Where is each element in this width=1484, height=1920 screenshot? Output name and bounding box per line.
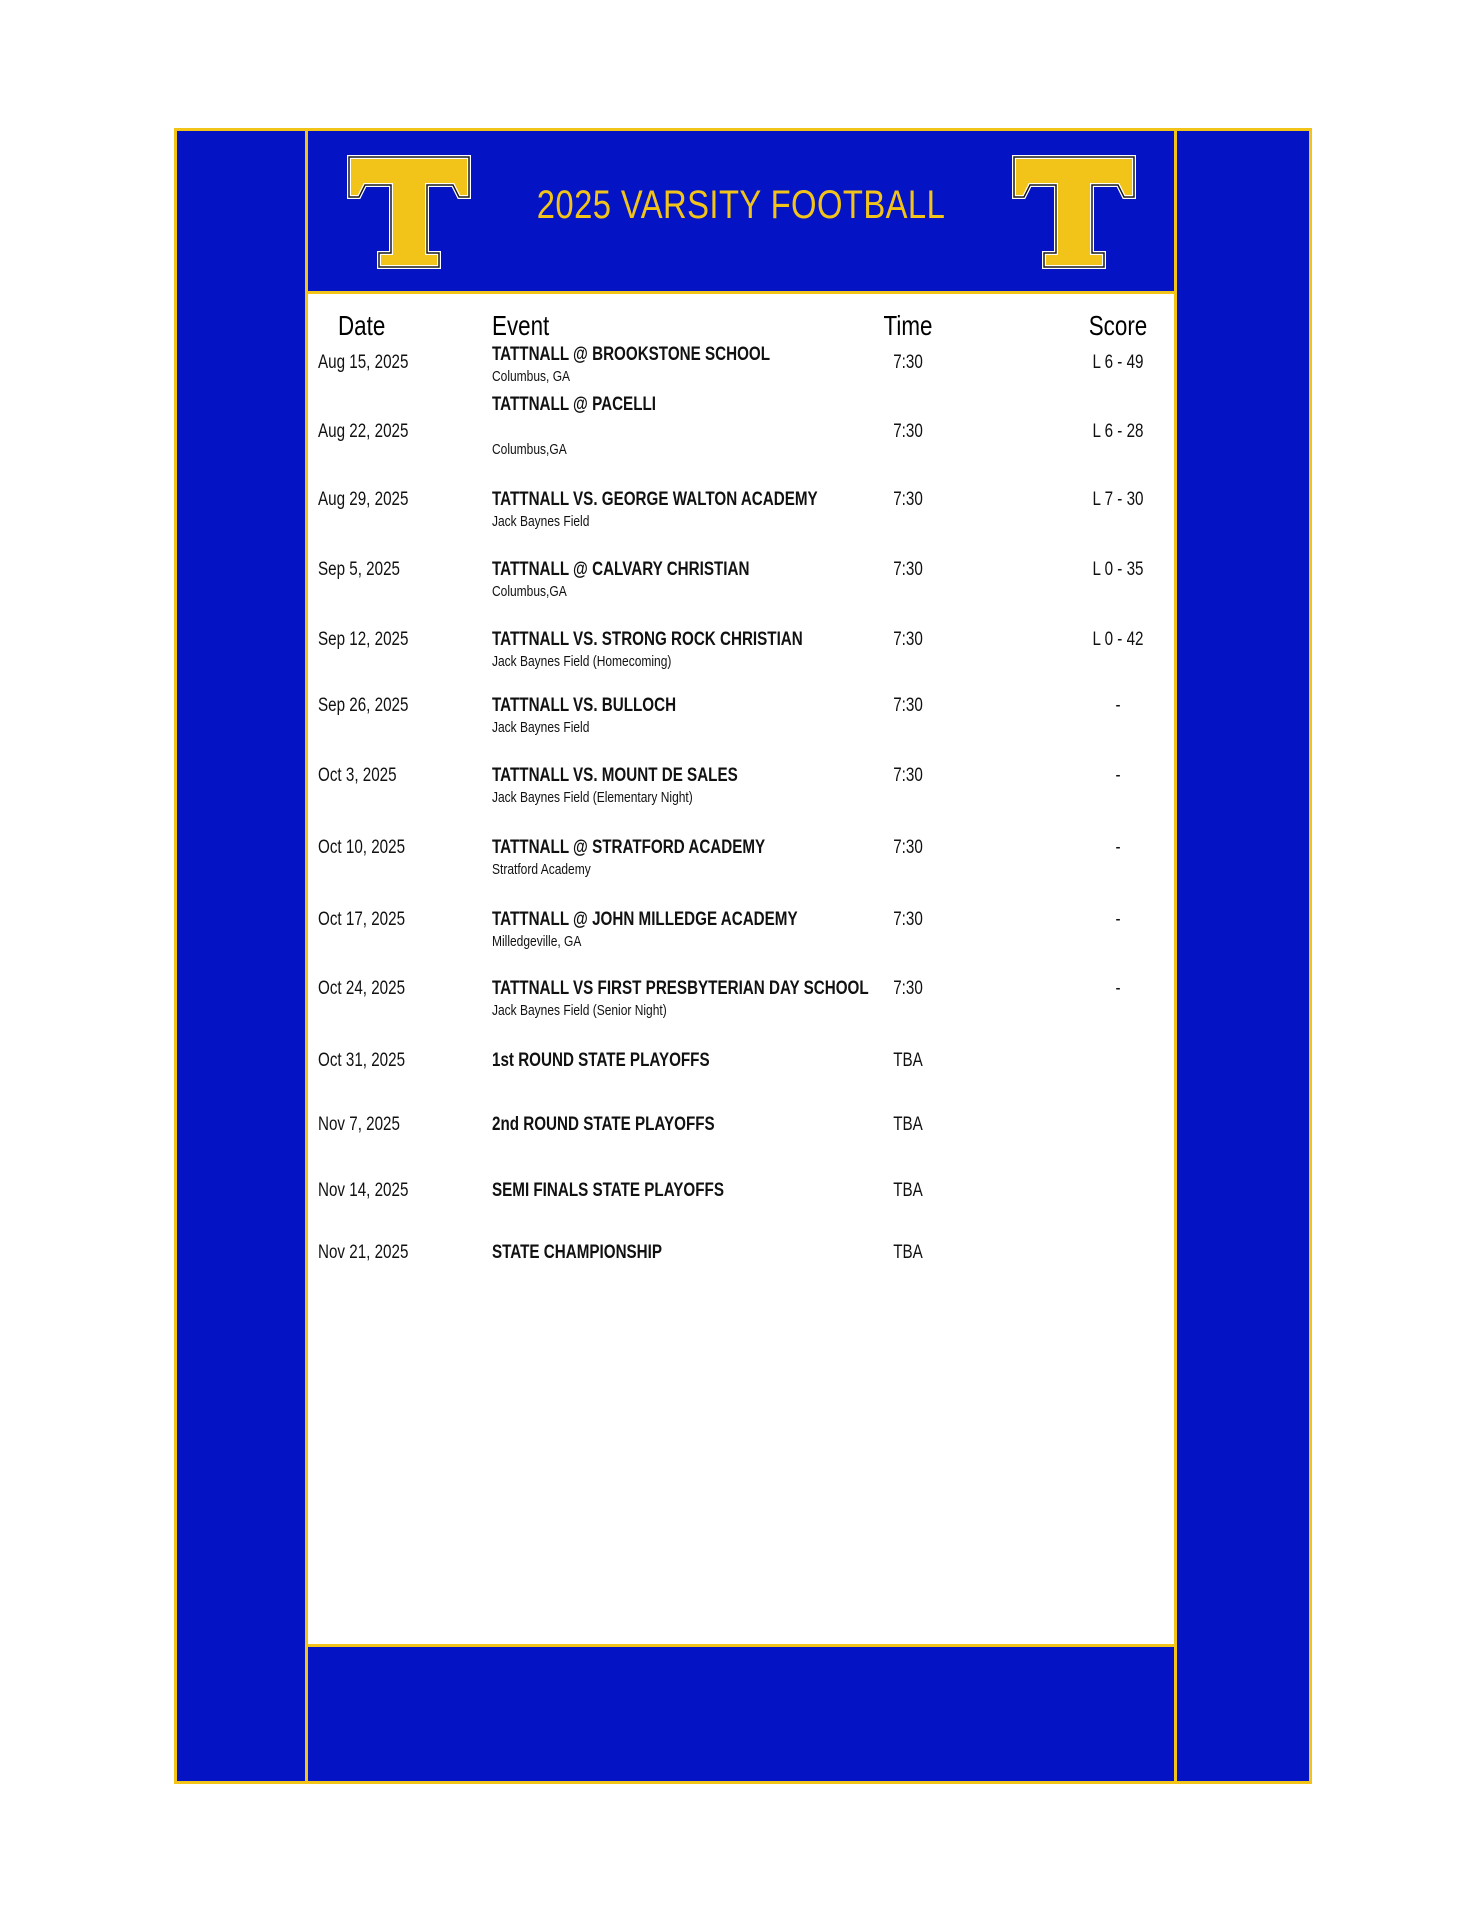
game-event: TATTNALL VS FIRST PRESBYTERIAN DAY SCHOOL — [492, 978, 869, 999]
game-time: 7:30 — [893, 421, 923, 442]
game-event: 1st ROUND STATE PLAYOFFS — [492, 1050, 710, 1071]
column-header-time: Time — [883, 310, 933, 341]
game-score: L 6 - 49 — [1092, 352, 1144, 373]
game-location: Columbus, GA — [492, 368, 571, 385]
game-score: - — [1115, 765, 1121, 786]
game-date: Nov 14, 2025 — [318, 1180, 409, 1201]
game-date: Aug 22, 2025 — [318, 421, 409, 442]
game-time: 7:30 — [893, 765, 923, 786]
game-location: Jack Baynes Field (Senior Night) — [492, 1002, 667, 1019]
game-score: L 0 - 42 — [1092, 629, 1144, 650]
column-header-score: Score — [1088, 310, 1148, 341]
game-score: - — [1115, 837, 1121, 858]
game-date: Sep 5, 2025 — [318, 559, 400, 580]
game-event: TATTNALL @ STRATFORD ACADEMY — [492, 837, 766, 858]
game-score: - — [1115, 978, 1121, 999]
game-event: TATTNALL @ BROOKSTONE SCHOOL — [492, 344, 771, 365]
game-event: TATTNALL @ CALVARY CHRISTIAN — [492, 559, 750, 580]
game-location: Columbus,GA — [492, 583, 567, 600]
game-time: 7:30 — [893, 352, 923, 373]
footer-banner — [308, 1647, 1174, 1781]
game-time: TBA — [893, 1114, 923, 1135]
game-event: TATTNALL VS. GEORGE WALTON ACADEMY — [492, 489, 818, 510]
game-date: Aug 29, 2025 — [318, 489, 409, 510]
game-event: 2nd ROUND STATE PLAYOFFS — [492, 1114, 715, 1135]
game-time: 7:30 — [893, 837, 923, 858]
game-time: 7:30 — [893, 909, 923, 930]
game-time: TBA — [893, 1180, 923, 1201]
game-time: 7:30 — [893, 629, 923, 650]
game-location: Jack Baynes Field (Elementary Night) — [492, 789, 693, 806]
game-event: TATTNALL @ PACELLI — [492, 394, 656, 415]
page-title: 2025 VARSITY FOOTBALL — [536, 183, 946, 227]
game-time: TBA — [893, 1050, 923, 1071]
game-time: 7:30 — [893, 559, 923, 580]
game-location: Columbus,GA — [492, 441, 567, 458]
game-time: TBA — [893, 1242, 923, 1263]
game-location: Jack Baynes Field — [492, 513, 590, 530]
game-score: - — [1115, 695, 1121, 716]
game-date: Aug 15, 2025 — [318, 352, 409, 373]
game-event: TATTNALL VS. MOUNT DE SALES — [492, 765, 738, 786]
game-date: Oct 31, 2025 — [318, 1050, 406, 1071]
game-time: 7:30 — [893, 695, 923, 716]
game-location: Jack Baynes Field (Homecoming) — [492, 653, 672, 670]
game-date: Sep 12, 2025 — [318, 629, 409, 650]
game-date: Oct 3, 2025 — [318, 765, 397, 786]
game-event: TATTNALL @ JOHN MILLEDGE ACADEMY — [492, 909, 798, 930]
game-location: Jack Baynes Field — [492, 719, 590, 736]
game-time: 7:30 — [893, 489, 923, 510]
game-location: Stratford Academy — [492, 861, 591, 878]
game-event: TATTNALL VS. BULLOCH — [492, 695, 677, 716]
game-date: Oct 17, 2025 — [318, 909, 406, 930]
game-score: L 6 - 28 — [1092, 421, 1144, 442]
game-date: Nov 7, 2025 — [318, 1114, 400, 1135]
game-event: TATTNALL VS. STRONG ROCK CHRISTIAN — [492, 629, 803, 650]
header-banner — [308, 131, 1174, 294]
t-logo-right-icon — [1008, 151, 1140, 273]
column-header-event: Event — [492, 310, 550, 341]
game-score: L 7 - 30 — [1092, 489, 1144, 510]
game-event: STATE CHAMPIONSHIP — [492, 1242, 663, 1263]
game-location: Milledgeville, GA — [492, 933, 582, 950]
game-date: Oct 24, 2025 — [318, 978, 406, 999]
game-date: Sep 26, 2025 — [318, 695, 409, 716]
schedule-table — [308, 294, 1174, 1647]
game-date: Oct 10, 2025 — [318, 837, 406, 858]
game-score: - — [1115, 909, 1121, 930]
game-date: Nov 21, 2025 — [318, 1242, 409, 1263]
column-header-date: Date — [338, 310, 386, 341]
game-event: SEMI FINALS STATE PLAYOFFS — [492, 1180, 724, 1201]
game-time: 7:30 — [893, 978, 923, 999]
game-score: L 0 - 35 — [1092, 559, 1144, 580]
